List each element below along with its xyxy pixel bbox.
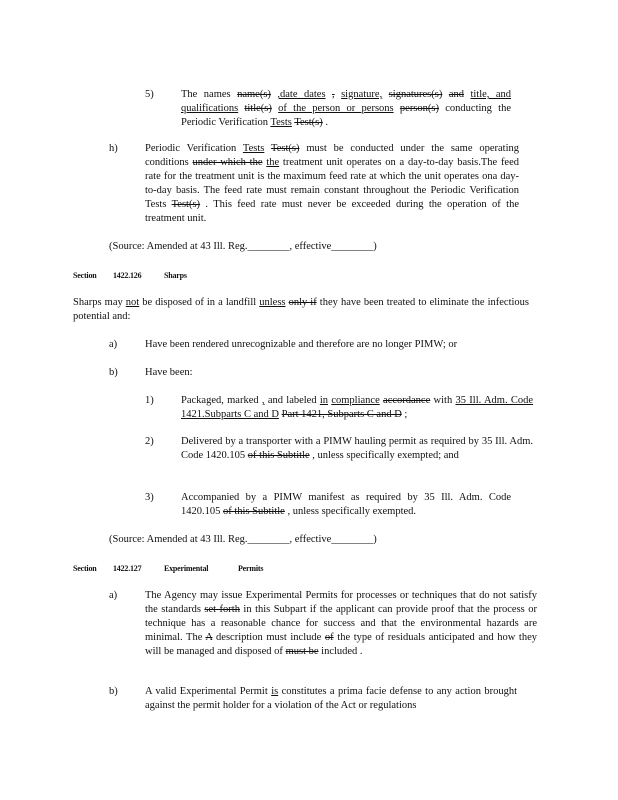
item-a-text: Have been rendered unrecognizable and therefore are no longer PIMW; or bbox=[145, 339, 458, 350]
exp-a-text: The Agency may issue Experimental Permits for processes or techniques that do not satisfy the standards set forth in this Subpart if the applicant can provide proof that the process or technique has a reasonable chance for success and that the environmental hazards are minimal. The A description must include of the type of residuals anticipated and how they will be managed and disposed of must be included . bbox=[145, 590, 537, 657]
source-note: (Source: Amended at 43 Ill. Reg.________, effective________) bbox=[109, 241, 377, 252]
item-h-text: Periodic Verification Tests Test(s) must be conducted under the same operating conditions under which the the treatment unit operates on a day-to-day basis.The feed rate for the treatment unit is the maximum feed rate at which the unit operates ona day-to-day basis. The feed rate must remain constant throughout the Periodic Verification Tests Test(s) . This feed rate must never be exceeded during the operation of the treatment unit. bbox=[145, 143, 520, 224]
sub-3-label: 3) bbox=[145, 492, 154, 503]
section-label: Section bbox=[73, 564, 97, 573]
item-b-text: Have been: bbox=[145, 367, 193, 378]
item-5-text: The names name(s) ,date dates , signature, signatures(s) and title, and qualifications title(s) of the person or persons person(s) conducting the Periodic Verification Tests Test(s) . bbox=[181, 89, 512, 128]
sub-2-text: Delivered by a transporter with a PIMW hauling permit as required by 35 Ill. Adm. Code 1420.105 of this Subtitle , unless specifically exempted; and bbox=[181, 436, 533, 461]
section-number: 1422.126 bbox=[113, 271, 142, 280]
item-h-label: h) bbox=[109, 143, 118, 154]
section-title: Experimental bbox=[164, 564, 209, 573]
section-number: 1422.127 bbox=[113, 564, 142, 573]
item-a-label: a) bbox=[109, 339, 118, 350]
item-5-label: 5) bbox=[145, 89, 154, 100]
exp-b-label: b) bbox=[109, 686, 118, 697]
sub-2-label: 2) bbox=[145, 436, 154, 447]
sharps-intro: Sharps may not be disposed of in a landfill unless only if they have been treated to eliminate the infectious potential and: bbox=[73, 297, 530, 322]
section-label: Section bbox=[73, 271, 97, 280]
sub-1-label: 1) bbox=[145, 395, 154, 406]
section-title-2: Permits bbox=[238, 564, 264, 573]
exp-a-label: a) bbox=[109, 590, 118, 601]
section-title: Sharps bbox=[164, 271, 187, 280]
item-b-label: b) bbox=[109, 367, 118, 378]
exp-b-text: A valid Experimental Permit is constitutes a prima facie defense to any action brought against the permit holder for a violation of the Act or regulations bbox=[145, 686, 518, 711]
sub-3-text: Accompanied by a PIMW manifest as required by 35 Ill. Adm. Code 1420.105 of this Subtitle , unless specifically exempted. bbox=[181, 492, 511, 517]
source-note: (Source: Amended at 43 Ill. Reg.________, effective________) bbox=[109, 534, 377, 545]
sub-1-text: Packaged, marked , and labeled in compliance accordance with 35 Ill. Adm. Code 1421.Subparts C and D Part 1421, Subparts C and D ; bbox=[181, 395, 534, 420]
